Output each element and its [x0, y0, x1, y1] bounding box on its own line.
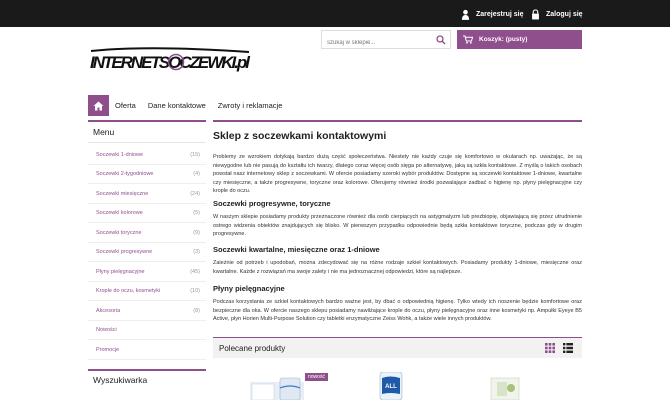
- home-icon: [93, 101, 104, 111]
- nav-item-dane-kontaktowe[interactable]: Dane kontaktowe: [147, 101, 206, 110]
- sidebar-item-label: Soczewki miesięczne: [96, 191, 149, 197]
- sidebar-item-count: (8): [193, 308, 200, 314]
- section-heading: Soczewki kwartalne, miesięczne oraz 1-dniowe: [213, 245, 380, 254]
- sidebar-item-soczewki-progresywne[interactable]: [88, 243, 206, 262]
- sidebar-item-label: Krople do oczu, kosmetyki: [96, 288, 161, 294]
- recommended-title: Polecane produkty: [219, 343, 286, 353]
- sidebar-item-count: (9): [193, 230, 200, 236]
- product-image[interactable]: [485, 372, 525, 400]
- main-nav: [88, 95, 288, 116]
- sidebar-item-count: (3): [193, 249, 200, 255]
- section-paragraph: Podczas korzystania ze szkieł kontaktowych bardzo ważne jest, by dbać o odpowiednią higienę. Tylko wtedy ich noszenie będzie komfortowe oraz bezpieczne dla oka. W ofercie naszego sklepu posiadamy nawilżające krople do oczu, płyny pielęgnacyjne oraz inne kosmetyki np. Ampułki Eyeye B5 Active, płyn Horien Multi-Purpose Solution czy tabletki enzymatyczne Zeiss Wohk, a także wiele innych produktów.: [213, 299, 582, 322]
- cart-icon: [463, 35, 473, 44]
- register-link[interactable]: [461, 7, 523, 21]
- sidebar-accent-line: [88, 120, 206, 122]
- search-section-accent-line: [88, 369, 206, 371]
- sidebar-item-promocje[interactable]: [88, 341, 206, 360]
- section-paragraph: Zależnie od potrzeb i upodobań, można zdecydować się na różne rodzaje szkieł kontaktowych. Posiadamy produkty 1-dniowe, miesięczne oraz kwartalne. Każde z rozwiązań ma swoje zalety i nie ma jednoznacznej odpowiedzi, które są najlepsze.: [213, 260, 582, 275]
- sidebar-item-soczewki-miesieczne[interactable]: [88, 185, 206, 204]
- sidebar-item-label: Soczewki toryczne: [96, 230, 142, 236]
- section-paragraph: W naszym sklepie posiadamy produkty przeznaczone również dla osób cierpiących na astygmatyzm lub prezbiopię, objawiającą się przez utrudnienie ostrego widzenia obiektów znajdujących się blisko. W pierwszym przypadku odpowiednie będą szkła kontaktowe toryczne, podczas gdy w drugim progresywne.: [213, 214, 582, 237]
- top-bar: [0, 0, 670, 27]
- sidebar-item-soczewki-1-dniowe[interactable]: [88, 146, 206, 165]
- sidebar-item-soczewki-toryczne[interactable]: [88, 224, 206, 243]
- product-image[interactable]: [370, 372, 410, 400]
- cart-label: Koszyk: (pusty): [479, 36, 528, 43]
- sidebar-item-label: Soczewki 1-dniowe: [96, 152, 144, 158]
- section-heading: Soczewki progresywne, toryczne: [213, 199, 331, 208]
- home-button[interactable]: [88, 95, 109, 116]
- sidebar-item-label: Nowości: [96, 327, 117, 333]
- grid-view-icon[interactable]: [545, 343, 555, 353]
- sidebar-item-count: (45): [190, 269, 200, 275]
- sidebar-item-count: (15): [190, 152, 200, 158]
- sidebar-item-count: (4): [193, 171, 200, 177]
- sidebar-item-krople-do-oczu[interactable]: [88, 282, 206, 301]
- sidebar-item-soczewki-kolorowe[interactable]: [88, 204, 206, 223]
- svg-text:ALL: ALL: [385, 384, 397, 390]
- cart-button[interactable]: [457, 30, 582, 49]
- search-box: [321, 30, 451, 49]
- sidebar-item-nowosci[interactable]: [88, 321, 206, 340]
- sidebar-item-soczewki-2-tygodniowe[interactable]: [88, 165, 206, 184]
- menu-title: Menu: [93, 127, 115, 137]
- sidebar-item-count: (24): [190, 191, 200, 197]
- recommended-header: [213, 338, 582, 358]
- sidebar-item-akcesoria[interactable]: [88, 302, 206, 321]
- sidebar-item-count: (10): [190, 288, 200, 294]
- product-image[interactable]: [250, 372, 310, 400]
- nav-item-zwroty[interactable]: Zwroty i reklamacje: [217, 101, 283, 110]
- section-heading: Płyny pielęgnacyjne: [213, 284, 285, 293]
- login-link[interactable]: [531, 7, 583, 21]
- sidebar-item-label: Soczewki 2-tygodniowe: [96, 171, 154, 177]
- content-accent-line: [213, 120, 582, 122]
- search-input[interactable]: [322, 35, 432, 52]
- page-title: Sklep z soczewkami kontaktowymi: [213, 130, 387, 142]
- register-label: Zarejestruj się: [476, 10, 524, 18]
- svg-text:INTERNETSOCZEWKI.pl: INTERNETSOCZEWKI.pl: [90, 53, 250, 72]
- login-label: Zaloguj się: [546, 10, 583, 18]
- sidebar-item-label: Soczewki progresywne: [96, 249, 153, 255]
- site-logo[interactable]: [89, 42, 255, 74]
- sidebar-item-count: (5): [193, 210, 200, 216]
- list-view-icon[interactable]: [563, 343, 573, 353]
- user-add-icon: [461, 9, 470, 20]
- sidebar-item-label: Akcesoria: [96, 308, 121, 314]
- search-icon[interactable]: [436, 35, 446, 45]
- sidebar-item-label: Promocje: [96, 347, 120, 353]
- search-section-title: Wyszukiwarka: [93, 375, 148, 385]
- new-badge: nowość: [305, 373, 328, 381]
- lock-icon: [531, 9, 540, 20]
- sidebar-item-plyny-pielegnacyjne[interactable]: [88, 263, 206, 282]
- sidebar-item-label: Płyny pielęgnacyjne: [96, 269, 145, 275]
- menu-divider: [88, 142, 206, 143]
- intro-paragraph: Problemy ze wzrokiem dotykają bardzo dużą część społeczeństwa. Niestety nie każdy czuje się komfortowo w okularach np. uważając, że są niewygodne lub nie pasują do kształtu ich twarzy, dlatego coraz więcej osób sięga po alternatywę, jaką są szkła kontaktowe. Z myślą o takich osobach powstał nasz internetowy sklep z soczewkami. W ofercie posiadamy szeroki wybór produktów. Dostępne są soczewki kontaktowe 1-dniowe, kwartalne czy miesięczne, a także progresywne, toryczne oraz kolorowe. Oferujemy również środki pozwalające zadbać o higienę np. płyny pielęgnacyjne czy krople do oczu.: [213, 154, 582, 194]
- sidebar-item-label: Soczewki kolorowe: [96, 210, 143, 216]
- logo-graphic: [89, 42, 255, 74]
- nav-item-oferta[interactable]: Oferta: [115, 101, 136, 110]
